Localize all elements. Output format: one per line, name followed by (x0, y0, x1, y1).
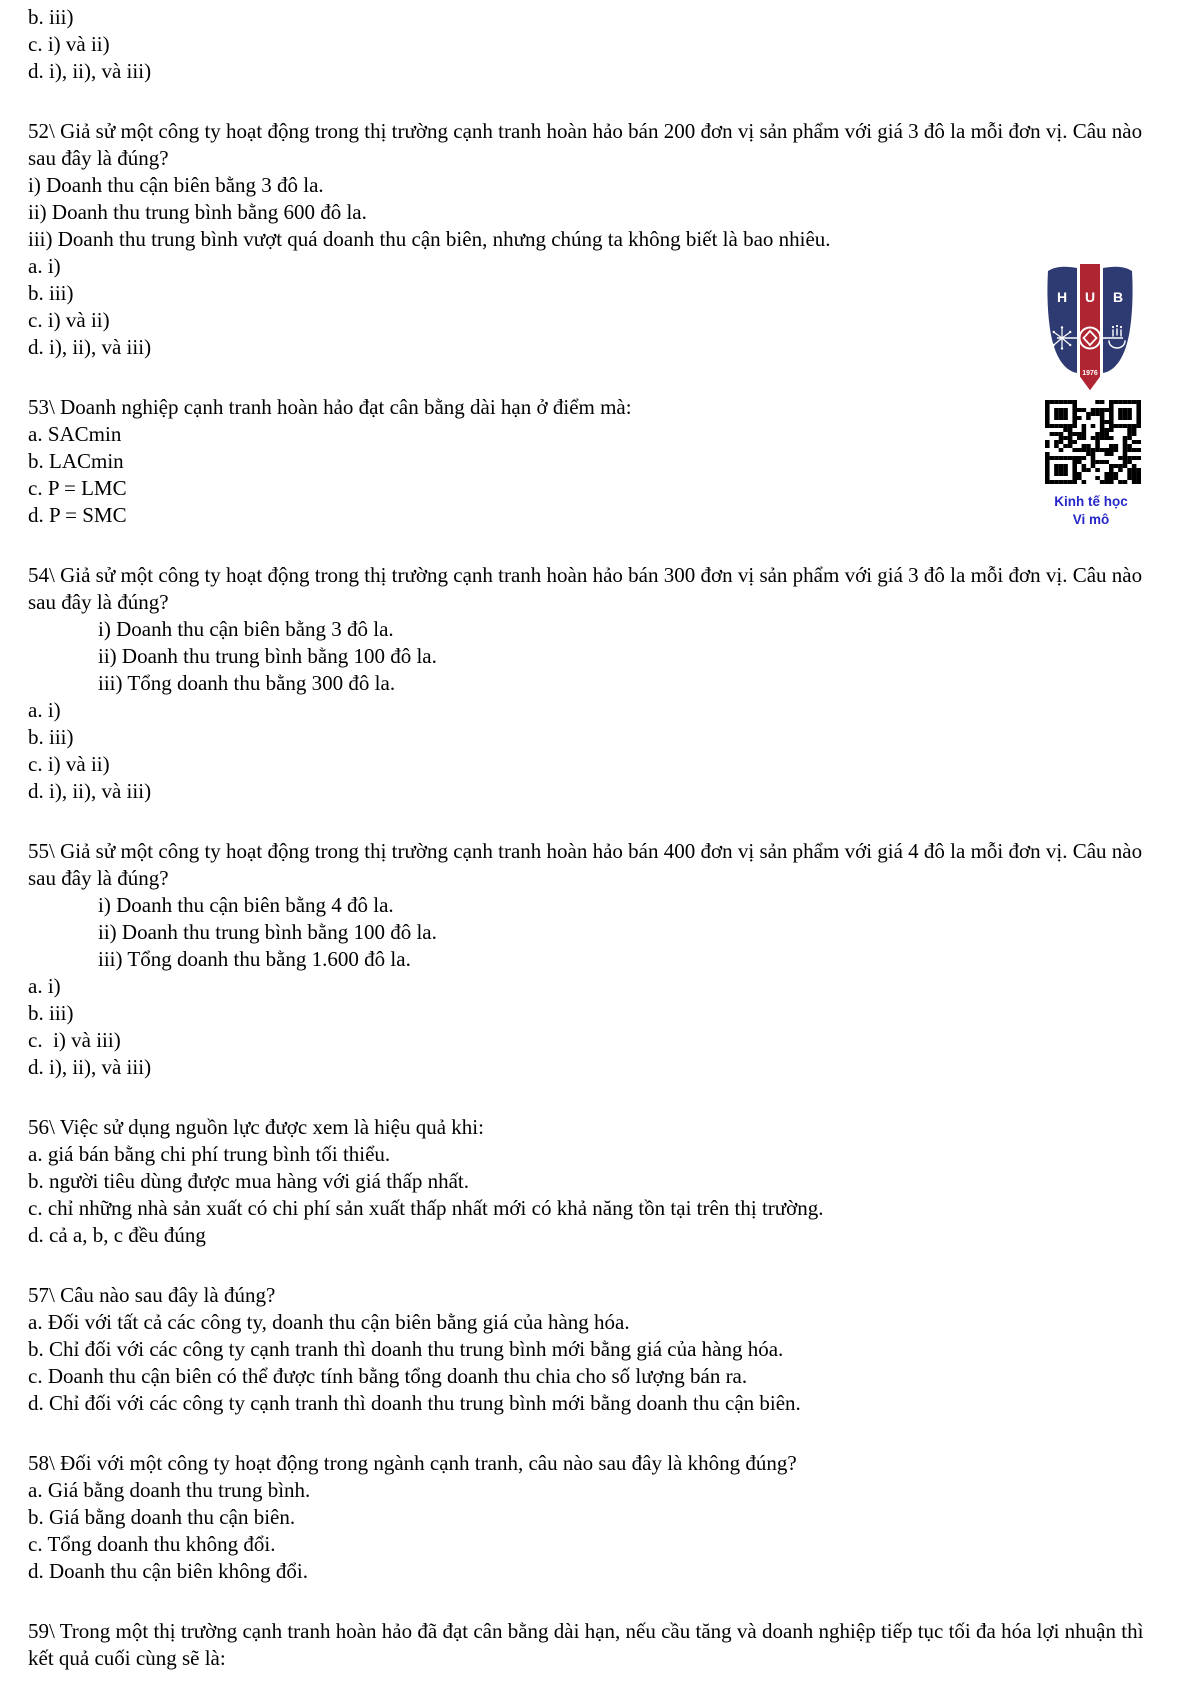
statement-line: i) Doanh thu cận biên bằng 3 đô la. (98, 617, 394, 641)
answer-option-line: d. i), ii), và iii) (28, 59, 152, 83)
logo-right-panel (1103, 267, 1133, 373)
question-list (28, 4, 1158, 1672)
answer-option-line: b. Chỉ đối với các công ty cạnh tranh thì doanh thu trung bình mới bằng giá của hàng hóa. (28, 1337, 784, 1361)
statement-line: i) Doanh thu cận biên bằng 3 đô la. (28, 173, 324, 197)
question-stem: 57\ Câu nào sau đây là đúng? (28, 1283, 276, 1307)
course-caption (1038, 493, 1144, 529)
logo-letter-b: B (1112, 289, 1124, 305)
statement-line: ii) Doanh thu trung bình bằng 600 đô la. (28, 200, 367, 224)
statement-line: i) Doanh thu cận biên bằng 4 đô la. (98, 893, 394, 917)
course-caption-line1: Kinh tế học (1054, 494, 1128, 509)
answer-option-line: b. Giá bằng doanh thu cận biên. (28, 1505, 296, 1529)
question-stem: 52\ Giả sử một công ty hoạt động trong thị trường cạnh tranh hoàn hảo bán 200 đơn vị sản phẩm với giá 3 đô la mỗi đơn vị. Câu nào sau đây là đúng? (28, 119, 1148, 170)
answer-option-line: c. i) và ii) (28, 32, 110, 56)
logo-letter-u: U (1084, 289, 1096, 305)
answer-option-line: d. cả a, b, c đều đúng (28, 1223, 206, 1247)
answer-option-line: a. Giá bằng doanh thu trung bình. (28, 1478, 311, 1502)
answer-option-line: c. chỉ những nhà sản xuất có chi phí sản xuất thấp nhất mới có khả năng tồn tại trên thị trường. (28, 1196, 824, 1220)
course-caption-line2: Vi mô (1072, 512, 1110, 527)
hub-logo-icon (1046, 263, 1134, 393)
answer-option-line: b. iii) (28, 5, 74, 29)
answer-option-line: a. giá bán bằng chi phí trung bình tối thiểu. (28, 1142, 391, 1166)
question-stem: 58\ Đối với một công ty hoạt động trong ngành cạnh tranh, câu nào sau đây là không đúng? (28, 1451, 797, 1475)
question-stem: 53\ Doanh nghiệp cạnh tranh hoàn hảo đạt cân bằng dài hạn ở điểm mà: (28, 395, 632, 419)
answer-option-line: c. i) và ii) (28, 308, 110, 332)
answer-option-line: b. LACmin (28, 449, 124, 473)
statement-line: ii) Doanh thu trung bình bằng 100 đô la. (98, 920, 437, 944)
answer-option-line: d. i), ii), và iii) (28, 779, 152, 803)
logo-year: 1976 (1082, 370, 1098, 377)
answer-option-line: c. Tổng doanh thu không đổi. (28, 1532, 276, 1556)
answer-option-line: b. iii) (28, 281, 74, 305)
statement-line: ii) Doanh thu trung bình bằng 100 đô la. (98, 644, 437, 668)
answer-option-line: c. i) và iii) (28, 1028, 121, 1052)
statement-line: iii) Tổng doanh thu bằng 1.600 đô la. (98, 947, 411, 971)
answer-option-line: d. Chỉ đối với các công ty cạnh tranh thì doanh thu trung bình mới bằng doanh thu cận biên. (28, 1391, 801, 1415)
answer-option-line: a. i) (28, 254, 61, 278)
question-stem: 54\ Giả sử một công ty hoạt động trong thị trường cạnh tranh hoàn hảo bán 300 đơn vị sản phẩm với giá 3 đô la mỗi đơn vị. Câu nào sau đây là đúng? (28, 563, 1148, 614)
answer-option-line: a. SACmin (28, 422, 122, 446)
qr-code (1045, 400, 1141, 484)
question-stem: 56\ Việc sử dụng nguồn lực được xem là hiệu quả khi: (28, 1115, 484, 1139)
logo-letter-h: H (1056, 289, 1068, 305)
answer-option-line: a. i) (28, 698, 61, 722)
statement-line: iii) Doanh thu trung bình vượt quá doanh thu cận biên, nhưng chúng ta không biết là bao nhiêu. (28, 227, 831, 251)
answer-option-line: a. Đối với tất cả các công ty, doanh thu cận biên bằng giá của hàng hóa. (28, 1310, 630, 1334)
answer-option-line: b. người tiêu dùng được mua hàng với giá thấp nhất. (28, 1169, 469, 1193)
answer-option-line: b. iii) (28, 725, 74, 749)
answer-option-line: d. i), ii), và iii) (28, 335, 152, 359)
question-stem: 59\ Trong một thị trường cạnh tranh hoàn hảo đã đạt cân bằng dài hạn, nếu cầu tăng và doanh nghiệp tiếp tục tối đa hóa lợi nhuận thì kết quả cuối cùng sẽ là: (28, 1619, 1149, 1670)
answer-option-line: c. i) và ii) (28, 752, 110, 776)
answer-option-line: c. Doanh thu cận biên có thể được tính bằng tổng doanh thu chia cho số lượng bán ra. (28, 1364, 748, 1388)
answer-option-line: c. P = LMC (28, 476, 127, 500)
answer-option-line: b. iii) (28, 1001, 74, 1025)
answer-option-line: a. i) (28, 974, 61, 998)
question-stem: 55\ Giả sử một công ty hoạt động trong thị trường cạnh tranh hoàn hảo bán 400 đơn vị sản phẩm với giá 4 đô la mỗi đơn vị. Câu nào sau đây là đúng? (28, 839, 1148, 890)
statement-line: iii) Tổng doanh thu bằng 300 đô la. (98, 671, 396, 695)
answer-option-line: d. P = SMC (28, 503, 127, 527)
answer-option-line: d. Doanh thu cận biên không đổi. (28, 1559, 308, 1583)
answer-option-line: d. i), ii), và iii) (28, 1055, 152, 1079)
logo-left-panel (1047, 267, 1077, 373)
